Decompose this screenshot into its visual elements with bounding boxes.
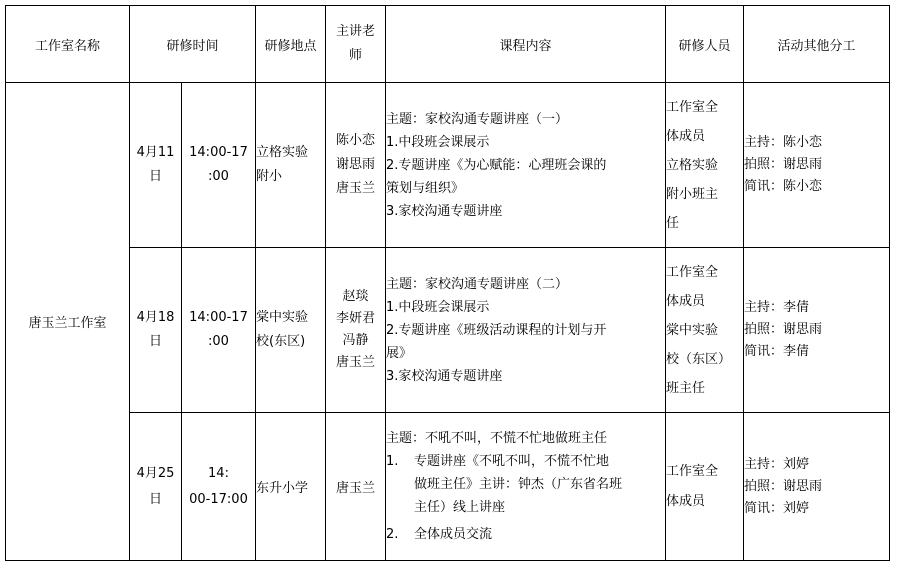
attendees-line: 班主任 [666,380,706,396]
attendees-line: 体成员 [666,128,706,144]
studio-name: 唐玉兰工作室 [6,83,130,561]
content-line: 主题：家校沟通专题讲座（一） [386,111,569,127]
time-cell [182,83,256,248]
lecturer-name: 唐玉兰 [335,181,375,196]
location-line: 立格实验 [256,145,309,160]
role-line: 简讯：李倩 [744,344,810,359]
date-line: 4月18 [136,310,175,325]
table-row [6,83,890,248]
lecturer-cell [326,83,386,248]
role-line: 主持：李倩 [744,300,810,315]
lecturer-cell [326,413,386,561]
attendees-line: 棠中实验 [666,322,719,338]
lecturer-name: 赵琰 [342,289,369,304]
table-row [6,413,890,561]
content-line: 2.专题讲座《为心赋能：心理班会课的 [386,157,607,173]
table-row [6,248,890,413]
content-item [386,450,665,473]
lecturer-name: 陈小恋 [335,133,375,148]
content-line: 3.家校沟通专题讲座 [386,203,503,219]
location-line: 东升小学 [256,481,309,496]
attendees-line: 工作室全 [666,99,719,115]
attendees-cell [666,83,744,248]
lecturer-name: 李妍君 [335,311,375,326]
time-line: :00 [208,169,229,184]
lecturer-cell [326,248,386,413]
content-line: 1.中段班会课展示 [386,299,490,315]
time-line: 00-17:00 [189,491,248,507]
date-line: 日 [148,169,162,184]
header-row [6,6,890,83]
time-line: 14: [208,465,229,481]
role-line: 拍照：谢思雨 [744,157,823,172]
date-line: 4月25 [136,465,175,481]
roles-cell [744,83,890,248]
location-line: 棠中实验 [256,310,309,325]
content-line: 1.中段班会课展示 [386,134,490,150]
lecturer-name: 唐玉兰 [335,481,375,496]
lecturer-name: 冯静 [342,333,369,348]
date-cell [130,413,182,561]
header-content: 课程内容 [386,6,666,83]
attendees-line: 体成员 [666,493,706,509]
time-line: 14:00-17 [189,145,248,160]
role-line: 主持：陈小恋 [744,135,823,150]
attendees-line: 工作室全 [666,463,719,479]
content-line: 全体成员交流 [414,527,493,542]
location-cell [256,413,326,561]
header-lecturer-line: 主讲老 [335,24,375,39]
content-cell [386,248,666,413]
item-number: 1. [386,454,399,469]
location-cell [256,83,326,248]
time-line: :00 [208,334,229,349]
location-line: 校(东区) [256,334,306,349]
header-roles: 活动其他分工 [744,6,890,83]
content-cell [386,83,666,248]
content-line: 做班主任》主讲：钟杰（广东省名班 [414,477,623,492]
time-cell [182,248,256,413]
date-line: 日 [148,491,162,507]
attendees-line: 任 [666,215,680,231]
date-cell [130,83,182,248]
header-lecturer-line: 师 [348,48,362,63]
content-line: 主题：家校沟通专题讲座（二） [386,276,569,292]
header-location: 研修地点 [256,6,326,83]
content-line: 主任）线上讲座 [414,500,506,515]
content-title: 主题：不吼不叫，不慌不忙地做班主任 [386,431,608,446]
date-cell [130,248,182,413]
header-time: 研修时间 [130,6,256,83]
time-cell [182,413,256,561]
date-line: 4月11 [136,145,175,160]
attendees-line: 校（东区） [666,351,732,367]
attendees-line: 立格实验 [666,157,719,173]
time-line: 14:00-17 [189,310,248,325]
date-line: 日 [148,334,162,349]
attendees-line: 工作室全 [666,264,719,280]
lecturer-name: 谢思雨 [335,157,375,172]
attendees-cell [666,248,744,413]
role-line: 简讯：陈小恋 [744,179,823,194]
content-line: 展》 [386,345,413,361]
location-line: 附小 [256,169,283,184]
roles-cell [744,413,890,561]
content-line: 2.专题讲座《班级活动课程的计划与开 [386,322,607,338]
item-number: 2. [386,527,399,542]
content-item [386,523,665,546]
attendees-line: 体成员 [666,293,706,309]
content-line: 3.家校沟通专题讲座 [386,368,503,384]
schedule-table [5,5,890,561]
role-line: 主持：刘婷 [744,456,810,472]
header-studio: 工作室名称 [6,6,130,83]
roles-cell [744,248,890,413]
role-line: 简讯：刘婷 [744,500,810,516]
header-attendees: 研修人员 [666,6,744,83]
role-line: 拍照：谢思雨 [744,322,823,337]
role-line: 拍照：谢思雨 [744,478,823,494]
location-cell [256,248,326,413]
content-cell [386,413,666,561]
header-lecturer [326,6,386,83]
content-line: 策划与组织》 [386,180,465,196]
attendees-line: 附小班主 [666,186,719,202]
attendees-cell [666,413,744,561]
content-line: 专题讲座《不吼不叫，不慌不忙地 [414,454,610,469]
lecturer-name: 唐玉兰 [335,355,375,370]
